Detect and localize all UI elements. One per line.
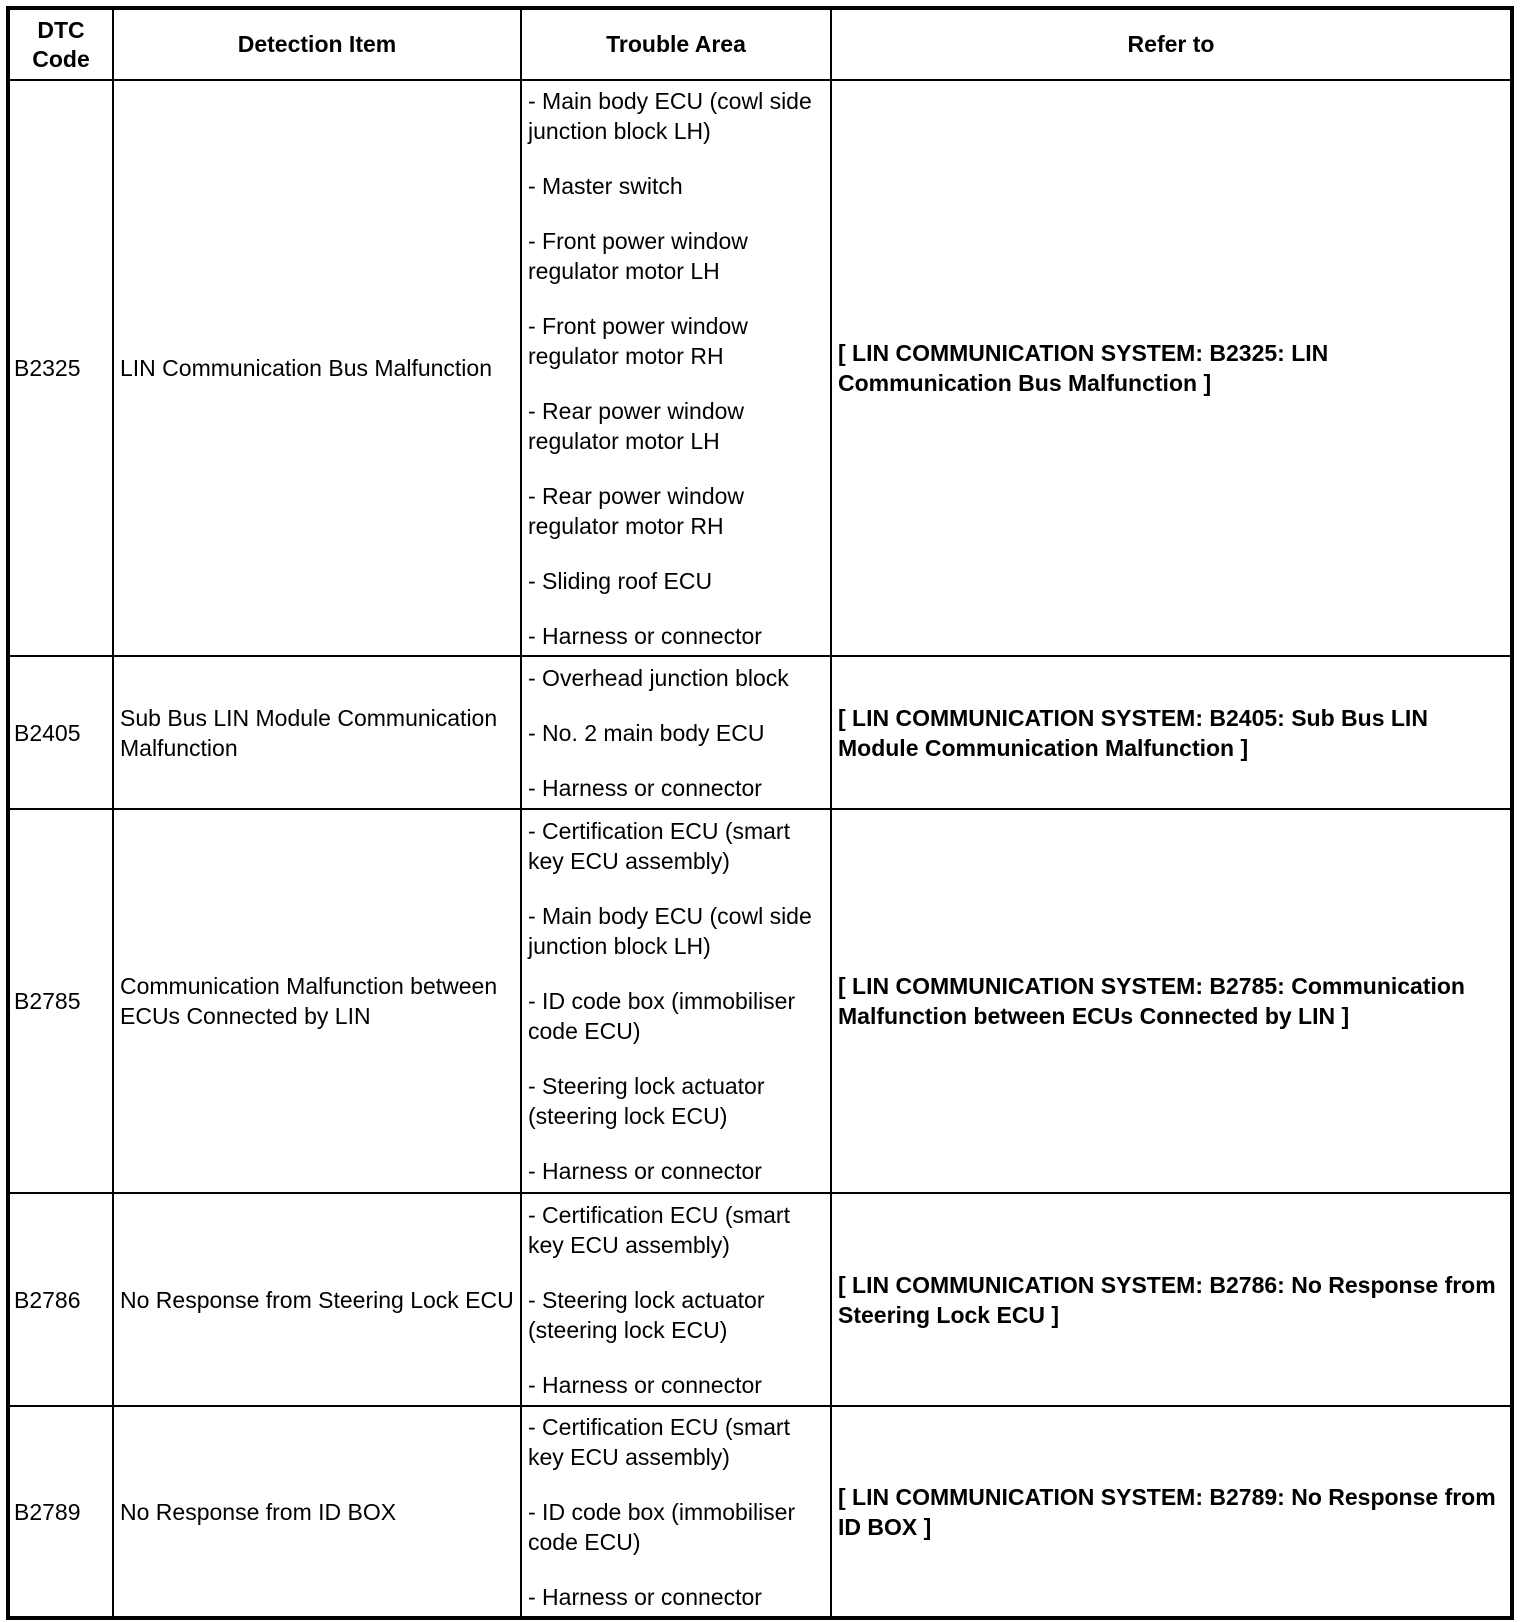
trouble-area-item: - Overhead junction block — [528, 664, 789, 691]
trouble-area — [521, 809, 831, 1193]
trouble-area-item: - Harness or connector — [528, 774, 762, 801]
refer-to-link[interactable]: [ LIN COMMUNICATION SYSTEM: B2785: Communication Malfunction between ECUs Connected by LIN ] — [831, 809, 1512, 1193]
dtc-code: B2786 — [8, 1193, 113, 1406]
table-row — [8, 656, 1512, 809]
trouble-area-item: - Steering lock actuator (steering lock ECU) — [528, 1286, 765, 1343]
header-dtc-code-line2: Code — [32, 45, 90, 72]
trouble-area-item: - Sliding roof ECU — [528, 567, 713, 594]
trouble-area — [521, 656, 831, 809]
refer-to-link[interactable]: [ LIN COMMUNICATION SYSTEM: B2786: No Response from Steering Lock ECU ] — [831, 1193, 1512, 1406]
detection-item: No Response from ID BOX — [113, 1406, 521, 1618]
trouble-area-item: - Steering lock actuator (steering lock ECU) — [528, 1073, 765, 1129]
trouble-area-item: - ID code box (immobiliser code ECU) — [528, 988, 796, 1044]
trouble-area-item: - No. 2 main body ECU — [528, 719, 765, 746]
trouble-area-item: - Front power window regulator motor RH — [528, 312, 748, 369]
trouble-area-item: - Main body ECU (cowl side junction block LH) — [528, 87, 812, 144]
trouble-area — [521, 1406, 831, 1618]
header-row — [8, 8, 1512, 80]
dtc-code: B2325 — [8, 80, 113, 656]
refer-to-link[interactable]: [ LIN COMMUNICATION SYSTEM: B2789: No Response from ID BOX ] — [831, 1406, 1512, 1618]
refer-to-link[interactable]: [ LIN COMMUNICATION SYSTEM: B2405: Sub Bus LIN Module Communication Malfunction ] — [831, 656, 1512, 809]
table-row — [8, 80, 1512, 656]
detection-item: No Response from Steering Lock ECU — [113, 1193, 521, 1406]
dtc-table — [6, 6, 1514, 1620]
trouble-area-item: - Harness or connector — [528, 1583, 762, 1610]
table-row — [8, 1406, 1512, 1618]
trouble-area-item: - Rear power window regulator motor LH — [528, 397, 745, 454]
trouble-area-item: - Harness or connector — [528, 622, 762, 649]
trouble-area-item: - Harness or connector — [528, 1371, 762, 1398]
detection-item: LIN Communication Bus Malfunction — [113, 80, 521, 656]
header-refer-to: Refer to — [831, 8, 1512, 80]
dtc-code: B2789 — [8, 1406, 113, 1618]
refer-to-link[interactable]: [ LIN COMMUNICATION SYSTEM: B2325: LIN Communication Bus Malfunction ] — [831, 80, 1512, 656]
detection-item: Sub Bus LIN Module Communication Malfunction — [113, 656, 521, 809]
dtc-code: B2785 — [8, 809, 113, 1193]
dtc-code: B2405 — [8, 656, 113, 809]
table-row — [8, 809, 1512, 1193]
trouble-area-item: - Rear power window regulator motor RH — [528, 482, 745, 539]
trouble-area-item: - ID code box (immobiliser code ECU) — [528, 1498, 796, 1555]
trouble-area-item: - Certification ECU (smart key ECU assembly) — [528, 1413, 790, 1470]
trouble-area-item: - Master switch — [528, 172, 683, 199]
header-trouble-area: Trouble Area — [521, 8, 831, 80]
trouble-area-item: - Certification ECU (smart key ECU assembly) — [528, 1201, 790, 1258]
trouble-area-item: - Front power window regulator motor LH — [528, 227, 748, 284]
trouble-area-item: - Certification ECU (smart key ECU assembly) — [528, 818, 790, 874]
detection-item: Communication Malfunction between ECUs Connected by LIN — [113, 809, 521, 1193]
trouble-area-item: - Harness or connector — [528, 1158, 762, 1184]
trouble-area — [521, 80, 831, 656]
header-dtc-code — [8, 8, 113, 80]
header-detection-item: Detection Item — [113, 8, 521, 80]
trouble-area — [521, 1193, 831, 1406]
table-row — [8, 1193, 1512, 1406]
header-dtc-code-line1: DTC — [37, 16, 85, 43]
trouble-area-item: - Main body ECU (cowl side junction block LH) — [528, 903, 812, 959]
